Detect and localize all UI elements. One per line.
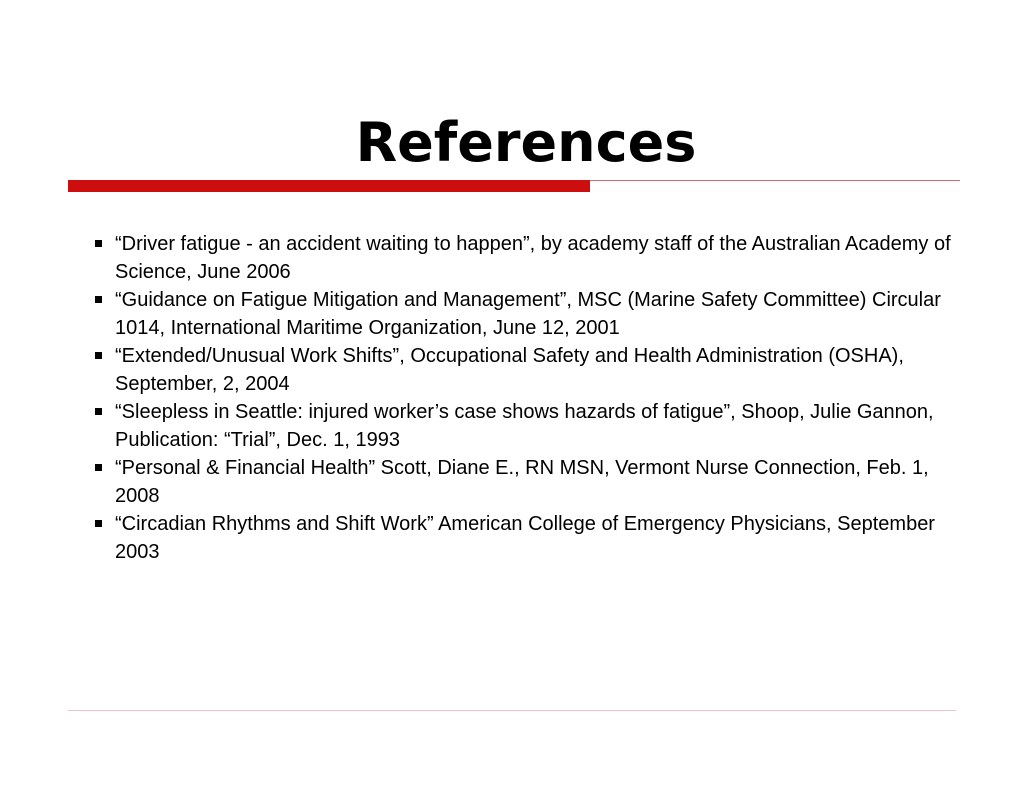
title-underline-thin bbox=[590, 180, 960, 181]
reference-item bbox=[92, 510, 972, 566]
square-bullet-icon bbox=[95, 352, 102, 359]
reference-text: “Guidance on Fatigue Mitigation and Management”, MSC (Marine Safety Committee) Circular 1014, International Maritime Organization, June 12, 2001 bbox=[115, 289, 941, 339]
reference-item bbox=[92, 398, 972, 454]
square-bullet-icon bbox=[95, 240, 102, 247]
square-bullet-icon bbox=[95, 464, 102, 471]
reference-item bbox=[92, 286, 972, 342]
reference-item bbox=[92, 342, 972, 398]
title-underline-accent bbox=[68, 180, 590, 192]
square-bullet-icon bbox=[95, 408, 102, 415]
reference-item bbox=[92, 454, 972, 510]
slide-title: References bbox=[355, 111, 697, 174]
reference-item bbox=[92, 230, 972, 286]
reference-text: “Personal & Financial Health” Scott, Diane E., RN MSN, Vermont Nurse Connection, Feb. 1, 2008 bbox=[115, 457, 929, 507]
reference-text: “Circadian Rhythms and Shift Work” American College of Emergency Physicians, September 2003 bbox=[115, 513, 935, 563]
square-bullet-icon bbox=[95, 520, 102, 527]
reference-text: “Extended/Unusual Work Shifts”, Occupational Safety and Health Administration (OSHA), September, 2, 2004 bbox=[115, 345, 904, 395]
reference-text: “Sleepless in Seattle: injured worker’s case shows hazards of fatigue”, Shoop, Julie Gannon, Publication: “Trial”, Dec. 1, 1993 bbox=[115, 401, 934, 451]
footer-divider bbox=[68, 710, 956, 711]
reference-text: “Driver fatigue - an accident waiting to happen”, by academy staff of the Australian Academy of Science, June 2006 bbox=[115, 233, 951, 283]
square-bullet-icon bbox=[95, 296, 102, 303]
references-list bbox=[92, 230, 972, 566]
